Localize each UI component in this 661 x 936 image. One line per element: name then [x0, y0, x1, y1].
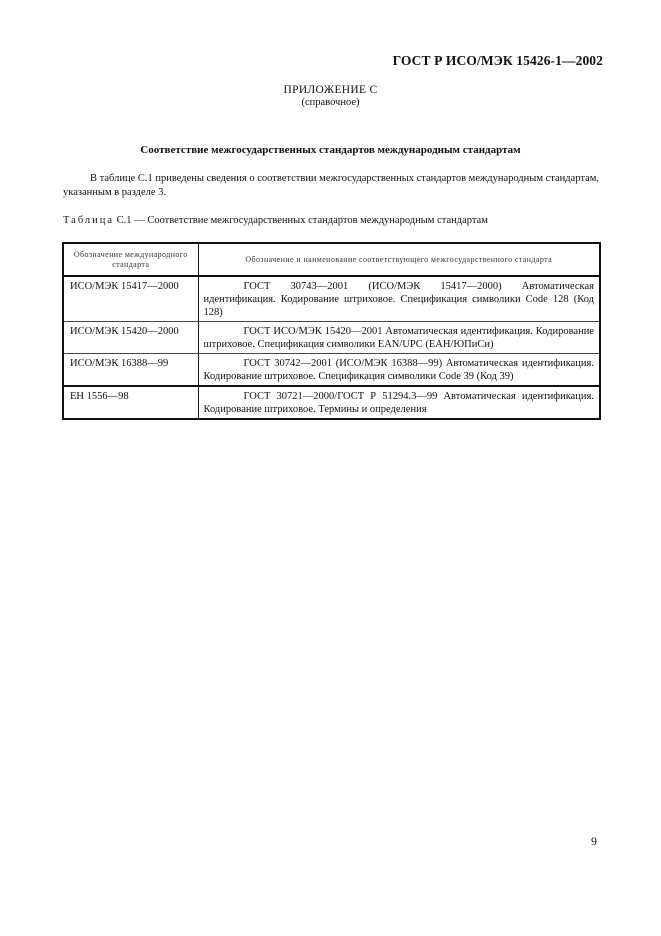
cell-international-standard: ИСО/МЭК 16388—99	[63, 354, 198, 387]
cell-interstate-standard: ГОСТ 30721—2000/ГОСТ Р 51294.3—99 Автоматическая идентификация. Кодирование штриховое. Термины и определения	[198, 386, 600, 419]
column-header-international: Обозначение международного стандарта	[63, 243, 198, 276]
intro-paragraph: В таблице С.1 приведены сведения о соответствии межгосударственных стандартов международным стандартам, указанным в разделе 3.	[63, 173, 600, 198]
appendix-subtitle: (справочное)	[301, 97, 360, 108]
cell-interstate-standard: ГОСТ 30742—2001 (ИСО/МЭК 16388—99) Автоматическая идентификация. Кодирование штриховое. Спецификация символики Code 39 (Код 39)	[198, 354, 600, 387]
table-row	[63, 386, 600, 419]
table-header-row	[63, 243, 600, 276]
table-caption-number: С.1	[116, 215, 132, 226]
table-caption	[63, 215, 488, 226]
section-title: Соответствие межгосударственных стандартов международным стандартам	[140, 144, 521, 156]
page-number: 9	[591, 834, 597, 848]
cell-international-standard: ЕН 1556—98	[63, 386, 198, 419]
table-caption-label: Таблица	[63, 215, 115, 226]
table-caption-text: — Соответствие межгосударственных стандартов международным стандартам	[134, 215, 488, 226]
table-row	[63, 322, 600, 354]
table-row	[63, 354, 600, 387]
standards-correspondence-table	[62, 242, 601, 420]
cell-interstate-standard: ГОСТ ИСО/МЭК 15420—2001 Автоматическая идентификация. Кодирование штриховое. Спецификация символики EAN/UPC (ЕАН/ЮПиСи)	[198, 322, 600, 354]
cell-international-standard: ИСО/МЭК 15420—2000	[63, 322, 198, 354]
cell-international-standard: ИСО/МЭК 15417—2000	[63, 276, 198, 322]
document-code-header: ГОСТ Р ИСО/МЭК 15426-1—2002	[392, 53, 603, 68]
appendix-title: ПРИЛОЖЕНИЕ С	[283, 84, 378, 96]
table-row	[63, 276, 600, 322]
cell-interstate-standard: ГОСТ 30743—2001 (ИСО/МЭК 15417—2000) Автоматическая идентификация. Кодирование штриховое. Спецификация символики Code 128 (Код 128)	[198, 276, 600, 322]
column-header-interstate: Обозначение и наименование соответствующего межгосударственного стандарта	[198, 243, 600, 276]
